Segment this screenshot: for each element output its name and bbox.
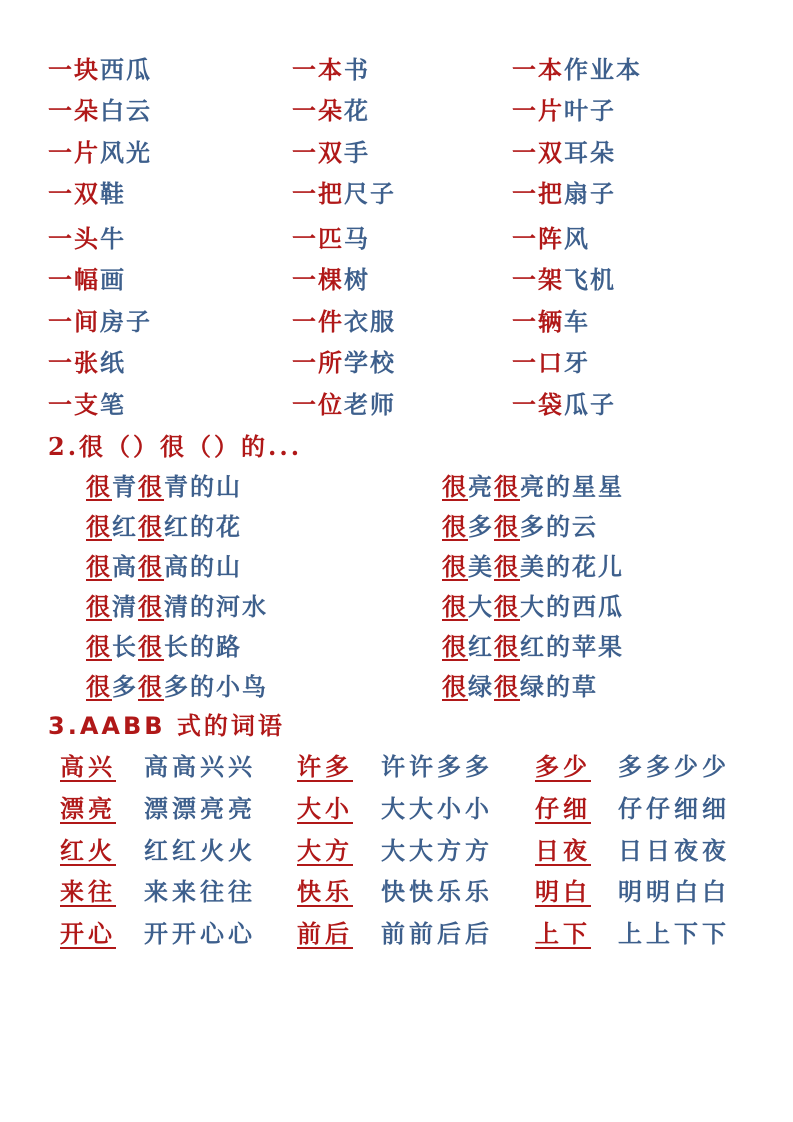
hen-phrase: 很红很红的苹果 — [442, 632, 624, 661]
aabb-row — [0, 832, 793, 870]
base-word: 大方 — [297, 836, 353, 865]
aabb-row — [0, 873, 793, 911]
measure-word-item: 一架飞机 — [512, 265, 616, 294]
hen-phrase: 很亮很亮的星星 — [442, 472, 624, 501]
measure-word-row — [0, 387, 793, 423]
measure-word-row — [0, 93, 793, 129]
base-word: 多少 — [535, 752, 591, 781]
measure-word-item: 一把扇子 — [512, 179, 616, 208]
hen-phrase: 很长很长的路 — [86, 632, 242, 661]
hen-phrase: 很红很红的花 — [86, 512, 242, 541]
measure-word-item: 一朵花 — [292, 96, 370, 125]
measure-word-row — [0, 304, 793, 340]
measure-word-item: 一棵树 — [292, 265, 370, 294]
measure-word-item: 一支笔 — [48, 390, 126, 419]
base-word: 快乐 — [297, 877, 353, 906]
base-word: 仔细 — [535, 794, 591, 823]
measure-word-item: 一阵风 — [512, 224, 590, 253]
aabb-row — [0, 790, 793, 828]
hen-row — [0, 669, 793, 705]
base-word: 上下 — [535, 919, 591, 948]
hen-phrase: 很青很青的山 — [86, 472, 242, 501]
hen-row — [0, 469, 793, 505]
measure-word-item: 一把尺子 — [292, 179, 396, 208]
aabb-word: 开开心心 — [144, 919, 256, 948]
hen-phrase: 很高很高的山 — [86, 552, 242, 581]
measure-word-item: 一本作业本 — [512, 55, 642, 84]
base-word: 开心 — [60, 919, 116, 948]
measure-word-item: 一辆车 — [512, 307, 590, 336]
measure-word-item: 一幅画 — [48, 265, 126, 294]
measure-word-item: 一片叶子 — [512, 96, 616, 125]
aabb-word: 红红火火 — [144, 836, 256, 865]
aabb-word: 来来往往 — [144, 877, 256, 906]
measure-word-row — [0, 221, 793, 257]
hen-phrase: 很清很清的河水 — [86, 592, 268, 621]
hen-phrase: 很大很大的西瓜 — [442, 592, 624, 621]
measure-word-item: 一口牙 — [512, 348, 590, 377]
aabb-word: 漂漂亮亮 — [144, 794, 256, 823]
measure-word-row — [0, 262, 793, 298]
hen-row — [0, 509, 793, 545]
aabb-word: 许许多多 — [381, 752, 493, 781]
measure-word-item: 一所学校 — [292, 348, 396, 377]
measure-word-item: 一双耳朵 — [512, 138, 616, 167]
measure-word-item: 一袋瓜子 — [512, 390, 616, 419]
measure-word-item: 一件衣服 — [292, 307, 396, 336]
aabb-word: 仔仔细细 — [618, 794, 730, 823]
measure-word-row — [0, 135, 793, 171]
base-word: 红火 — [60, 836, 116, 865]
measure-word-item: 一张纸 — [48, 348, 126, 377]
base-word: 大小 — [297, 794, 353, 823]
section-3-title: 3.AABB 式的词语 — [48, 712, 285, 740]
hen-phrase: 很多很多的小鸟 — [86, 672, 268, 701]
measure-word-item: 一双手 — [292, 138, 370, 167]
measure-word-item: 一头牛 — [48, 224, 126, 253]
hen-row — [0, 629, 793, 665]
measure-word-item: 一位老师 — [292, 390, 396, 419]
hen-row — [0, 549, 793, 585]
hen-phrase: 很多很多的云 — [442, 512, 598, 541]
hen-phrase: 很美很美的花儿 — [442, 552, 624, 581]
aabb-row — [0, 748, 793, 786]
measure-word-row — [0, 345, 793, 381]
aabb-word: 前前后后 — [381, 919, 493, 948]
measure-word-row — [0, 52, 793, 88]
aabb-word: 上上下下 — [618, 919, 730, 948]
aabb-word: 明明白白 — [618, 877, 730, 906]
aabb-word: 大大方方 — [381, 836, 493, 865]
section-2-title: 2.很（）很（）的... — [48, 432, 303, 461]
base-word: 高兴 — [60, 752, 116, 781]
measure-word-item: 一间房子 — [48, 307, 152, 336]
base-word: 来往 — [60, 877, 116, 906]
base-word: 许多 — [297, 752, 353, 781]
measure-word-item: 一本书 — [292, 55, 370, 84]
aabb-row — [0, 915, 793, 953]
aabb-word: 大大小小 — [381, 794, 493, 823]
hen-phrase: 很绿很绿的草 — [442, 672, 598, 701]
measure-word-item: 一朵白云 — [48, 96, 152, 125]
measure-word-item: 一双鞋 — [48, 179, 126, 208]
base-word: 日夜 — [535, 836, 591, 865]
hen-row — [0, 589, 793, 625]
base-word: 漂亮 — [60, 794, 116, 823]
aabb-word: 快快乐乐 — [381, 877, 493, 906]
measure-word-item: 一匹马 — [292, 224, 370, 253]
measure-word-item: 一片风光 — [48, 138, 152, 167]
measure-word-item: 一块西瓜 — [48, 55, 152, 84]
base-word: 前后 — [297, 919, 353, 948]
measure-word-row — [0, 176, 793, 212]
aabb-word: 多多少少 — [618, 752, 730, 781]
aabb-word: 高高兴兴 — [144, 752, 256, 781]
aabb-word: 日日夜夜 — [618, 836, 730, 865]
base-word: 明白 — [535, 877, 591, 906]
